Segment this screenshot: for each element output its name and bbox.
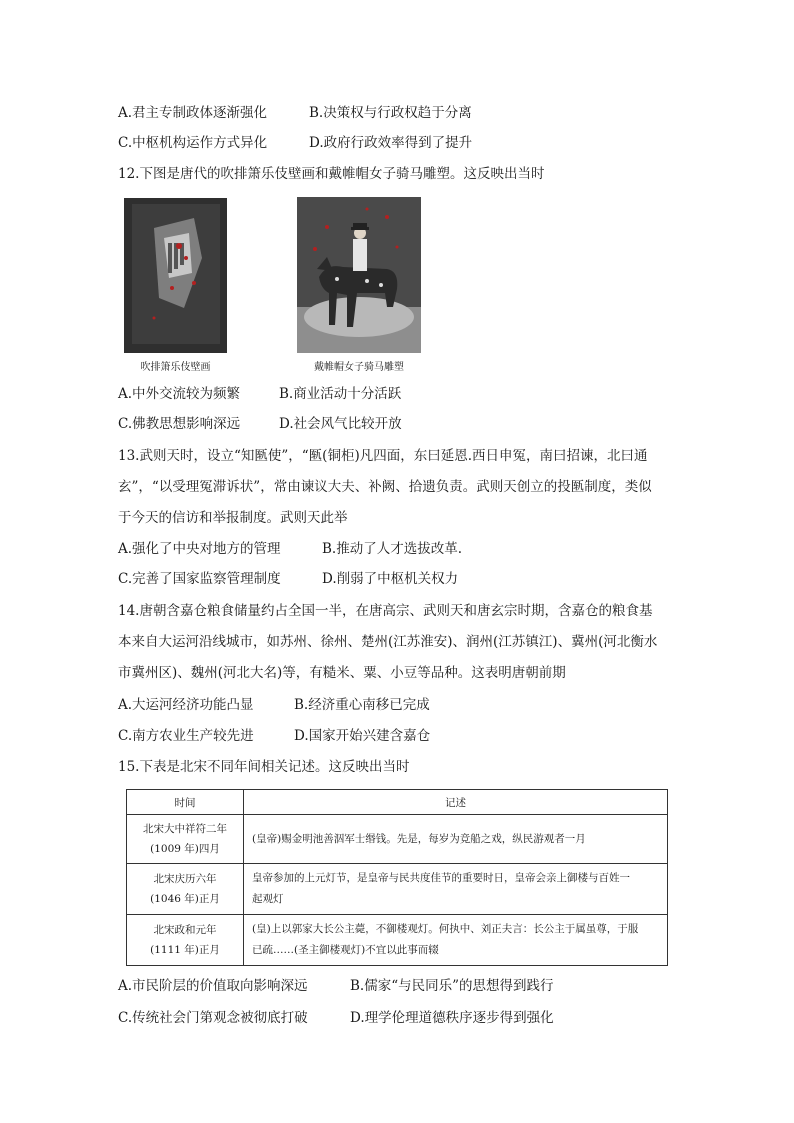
mural-caption: 吹排箫乐伎壁画: [140, 362, 211, 373]
table-cell-time: [127, 864, 244, 915]
table-cell-record: [244, 815, 668, 864]
q11-option-a: A.君主专制政体逐渐强化: [118, 105, 268, 121]
q14-option-d: D.国家开始兴建含嘉仓: [294, 728, 431, 744]
record-line-2: 起观灯: [252, 893, 284, 905]
table-cell-time: [127, 815, 244, 864]
mural-image: [124, 198, 227, 353]
q15-record-table: [126, 789, 668, 966]
q14-stem-line-2: 本来自大运河沿线城市，如苏州、徐州、楚州(江苏淮安)、润州(江苏镇江)、冀州(河北衡水: [118, 634, 658, 650]
table-header-row: [127, 790, 668, 815]
q15-option-a: A.市民阶层的价值取向影响深远: [118, 978, 308, 994]
time-line-1: 北宋大中祥符二年: [143, 823, 227, 835]
q13-option-b: B.推动了人才选拔改革.: [322, 541, 463, 557]
q13-option-c: C.完善了国家监察管理制度: [118, 571, 281, 587]
time-line-2: (1046 年)正月: [150, 893, 220, 905]
q14-option-c: C.南方农业生产较先进: [118, 728, 254, 744]
sculpture-caption: 戴帷帽女子骑马雕塑: [314, 362, 404, 373]
table-row: [127, 915, 668, 966]
q12-option-d: D.社会风气比较开放: [279, 416, 402, 432]
table-cell-time: [127, 915, 244, 966]
q14-option-b: B.经济重心南移已完成: [294, 697, 430, 713]
rider-sculpture-image: [297, 197, 421, 353]
q12-stem: 12.下图是唐代的吹排箫乐伎壁画和戴帷帽女子骑马雕塑。这反映出当时: [118, 166, 545, 182]
time-line-1: 北宋庆历六年: [153, 873, 217, 885]
q11-option-d: D.政府行政效率得到了提升: [309, 135, 473, 151]
q12-option-b: B.商业活动十分活跃: [279, 386, 402, 402]
q12-option-c: C.佛教思想影响深远: [118, 416, 241, 432]
table-cell-record: [244, 864, 668, 915]
q13-option-a: A.强化了中央对地方的管理: [118, 541, 281, 557]
time-line-2: (1111 年)正月: [150, 944, 220, 956]
table-header-record: 记述: [244, 790, 668, 815]
record-line-1: (皇帝)赐金明池善泅军士缗钱。先是，每岁为竞船之戏，纵民游观者一月: [252, 832, 586, 845]
table-row: [127, 864, 668, 915]
table-cell-record: [244, 915, 668, 966]
record-line-1: (皇)上以郭家大长公主薨，不御楼观灯。何执中、刘正夫言：长公主于属虽尊，于服: [252, 923, 639, 935]
q15-option-b: B.儒家“与民同乐”的思想得到践行: [350, 978, 554, 994]
q13-option-d: D.削弱了中枢机关权力: [322, 571, 459, 587]
time-line-2: (1009 年)四月: [150, 843, 220, 855]
q15-option-c: C.传统社会门第观念被彻底打破: [118, 1010, 308, 1026]
table-row: [127, 815, 668, 864]
q13-stem-line-1: 13.武则天时，设立“知匦使”，“匦(铜柜)凡四面，东曰延恩.西日申冤，南曰招谏，北曰通: [118, 448, 648, 464]
record-line-1: 皇帝参加的上元灯节，是皇帝与民共度佳节的重要时日，皇帝会亲上御楼与百姓一: [252, 872, 630, 884]
q11-option-c: C.中枢机构运作方式异化: [118, 135, 268, 151]
q15-stem: 15.下表是北宋不同年间相关记述。这反映出当时: [118, 759, 410, 775]
time-line-1: 北宋政和元年: [153, 924, 217, 936]
q14-stem-line-3: 市冀州区)、魏州(河北大名)等，有糙米、粟、小豆等品种。这表明唐朝前期: [118, 665, 566, 681]
q11-option-b: B.决策权与行政权趋于分离: [309, 105, 472, 121]
q12-option-a: A.中外交流较为频繁: [118, 386, 241, 402]
record-line-2: 已疏……(圣主御楼观灯)不宜以此事而辍: [252, 944, 439, 956]
q14-stem-line-1: 14.唐朝含嘉仓粮食储量约占全国一半，在唐高宗、武则天和唐玄宗时期，含嘉仓的粮食基: [118, 603, 653, 619]
q14-option-a: A.大运河经济功能凸显: [118, 697, 254, 713]
q13-stem-line-2: 玄”，“以受理冤滞诉状”，常由谏议大夫、补阙、拾遗负责。武则天创立的投匦制度，类似: [118, 479, 652, 495]
q13-stem-line-3: 于今天的信访和举报制度。武则天此举: [118, 510, 348, 526]
q15-option-d: D.理学伦理道德秩序逐步得到强化: [350, 1010, 554, 1026]
table-header-time: 时间: [127, 790, 244, 815]
